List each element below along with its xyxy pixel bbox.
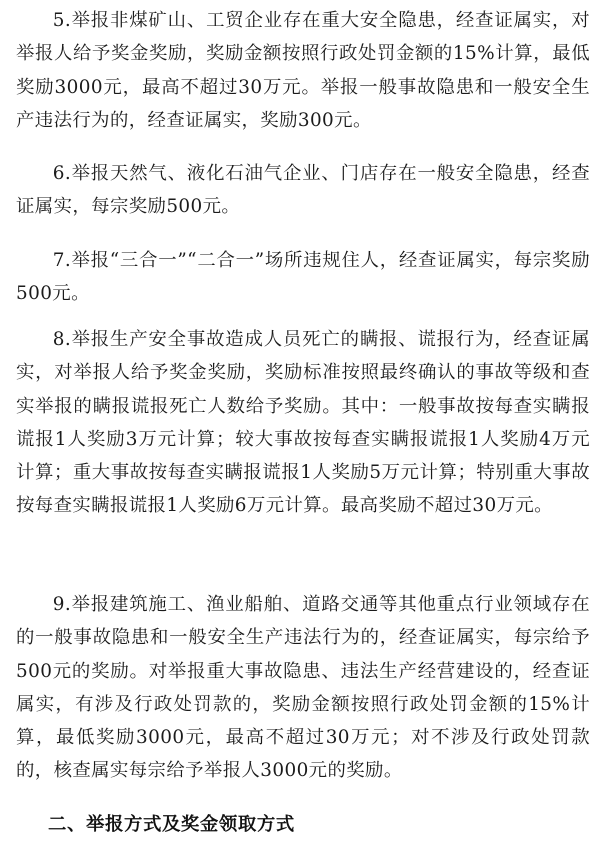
paragraph-item-5: 5.举报非煤矿山、工贸企业存在重大安全隐患，经查证属实，对举报人给予奖金奖励，奖励金额按照行政处罚金额的15%计算，最低奖励3000元，最高不超过30万元。举报一般事故隐患和一般安全生产违法行为的，经查证属实，奖励300元。 xyxy=(16,10,590,131)
section-heading: 二、举报方式及奖金领取方式 xyxy=(48,814,295,835)
paragraph-item-6: 6.举报天然气、液化石油气企业、门店存在一般安全隐患，经查证属实，每宗奖励500元。 xyxy=(16,163,590,218)
paragraph-item-8: 8.举报生产安全事故造成人员死亡的瞒报、谎报行为，经查证属实，对举报人给予奖金奖励，奖励标准按照最终确认的事故等级和查实举报的瞒报谎报死亡人数给予奖励。其中：一般事故按每查实瞒报谎报1人奖励3万元计算；较大事故按每查实瞒报谎报1人奖励4万元计算；重大事故按每查实瞒报谎报1人奖励5万元计算；特别重大事故按每查实瞒报谎报1人奖励6万元计算。最高奖励不超过30万元。 xyxy=(16,329,590,517)
paragraph-item-7: 7.举报“三合一”“二合一”场所违规住人，经查证属实，每宗奖励500元。 xyxy=(16,250,590,305)
paragraph-item-9: 9.举报建筑施工、渔业船舶、道路交通等其他重点行业领域存在的一般事故隐患和一般安全生产违法行为的，经查证属实，每宗给予500元的奖励。对举报重大事故隐患、违法生产经营建设的，经查证属实，有涉及行政处罚款的，奖励金额按照行政处罚金额的15%计算，最低奖励3000元，最高不超过30万元；对不涉及行政处罚款的，核查属实每宗给予举报人3000元的奖励。 xyxy=(16,594,590,782)
